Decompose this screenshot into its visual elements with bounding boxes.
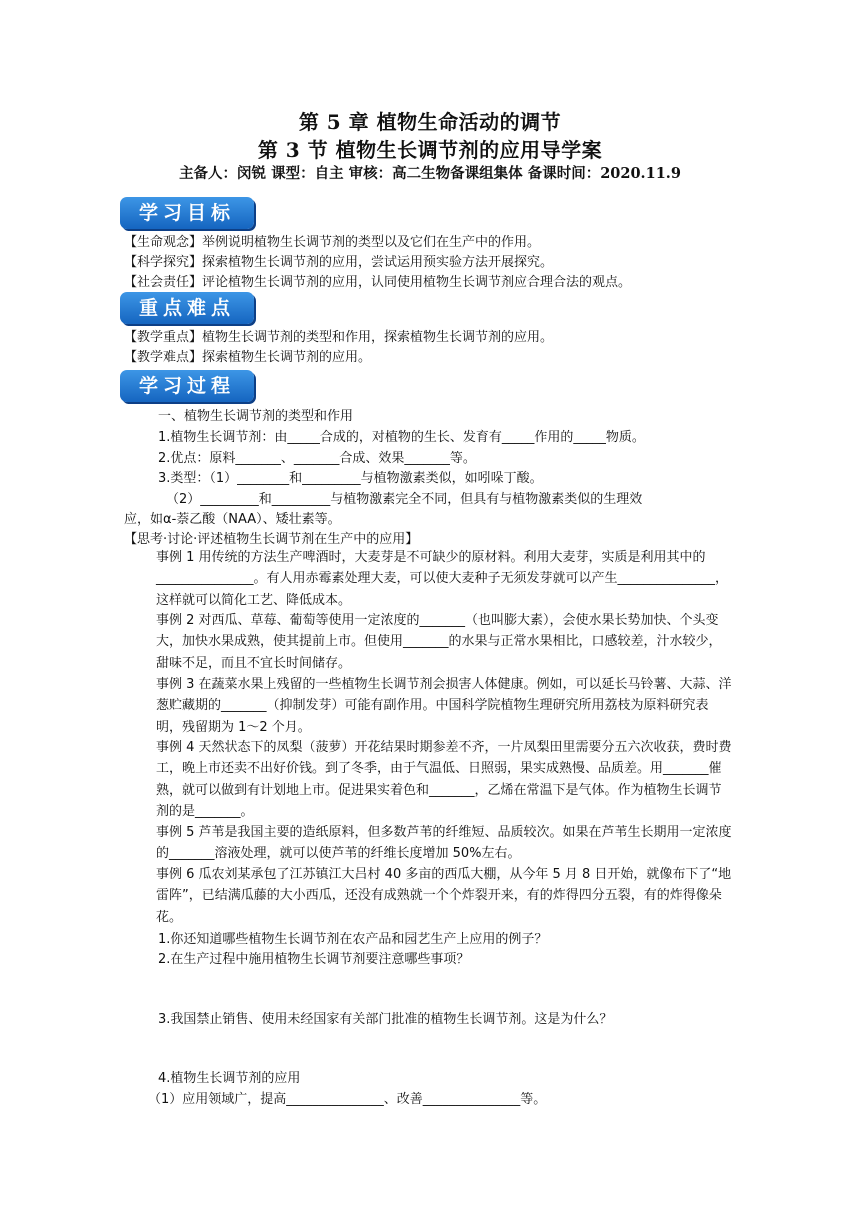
goal-social-responsibility: 【社会责任】评论植物生长调节剂的应用，认同使用植物生长调节剂应合理合法的观点。 — [124, 275, 632, 290]
preparation-info: 主备人：闵锐 课型：自主 审核：高二生物备课组集体 备课时间：2020.11.9 — [179, 165, 681, 182]
case-2: 事例 2 对西瓜、草莓、葡萄等使用一定浓度的_______（也叫膨大素），会使水果长势加快、个头变大，加快水果成熟，使其提前上市。但使用_______的水果与正常水果相比，口感较差，汁水较少，甜味不足，而且不宜长时间储存。 — [156, 613, 722, 671]
learning-process-badge: 学习过程 — [120, 370, 254, 402]
question-advantages: 2.优点：原料_______、_______合成、效果_______等。 — [158, 451, 476, 466]
think-discuss-heading: 【思考·讨论·评述植物生长调节剂在生产中的应用】 — [124, 532, 419, 547]
part1-heading: 一、植物生长调节剂的类型和作用 — [158, 409, 354, 424]
goal-life-concept: 【生命观念】举例说明植物生长调节剂的类型以及它们在生产中的作用。 — [124, 235, 541, 250]
question-4-application: 4.植物生长调节剂的应用 — [158, 1071, 301, 1086]
case-3: 事例 3 在蔬菜水果上残留的一些植物生长调节剂会损害人体健康。例如，可以延长马铃薯、大蒜、洋葱贮藏期的_______（抑制发芽）可能有副作用。中国科学院植物生理研究所用荔枝为原料研究表明，残留期为 1～2 个月。 — [156, 677, 732, 735]
key-difficult-points-badge: 重点难点 — [120, 292, 254, 324]
question-3-ban-reason: 3.我国禁止销售、使用未经国家有关部门批准的植物生长调节剂。这是为什么？ — [158, 1012, 613, 1027]
question-types-2-cont: 应，如α-萘乙酸（NAA）、矮壮素等。 — [124, 512, 341, 527]
question-4-application-1: （1）应用领域广，提高_______________、改善_______________等。 — [148, 1092, 547, 1107]
teaching-difficult-point: 【教学难点】探索植物生长调节剂的应用。 — [124, 350, 372, 365]
case-5: 事例 5 芦苇是我国主要的造纸原料，但多数芦苇的纤维短、品质较次。如果在芦苇生长期用一定浓度的_______溶液处理，就可以使芦苇的纤维长度增加 50%左右。 — [156, 825, 732, 862]
section-title: 第 3 节 植物生长调节剂的应用导学案 — [257, 138, 603, 162]
question-1-examples: 1.你还知道哪些植物生长调节剂在农产品和园艺生产上应用的例子？ — [158, 932, 548, 947]
case-4: 事例 4 天然状态下的凤梨（菠萝）开花结果时期参差不齐，一片凤梨田里需要分五六次收获，费时费工，晚上市还卖不出好价钱。到了冬季，由于气温低、日照弱，果实成熟慢、品质差。用_______催熟，就可以做到有计划地上市。促进果实着色和_______，乙烯在常温下是气体。作为植物生长调节剂的是_______。 — [156, 740, 732, 819]
chapter-title: 第 5 章 植物生命活动的调节 — [298, 110, 562, 134]
question-2-precautions: 2.在生产过程中施用植物生长调节剂要注意哪些事项？ — [158, 952, 470, 967]
goal-science-inquiry: 【科学探究】探索植物生长调节剂的应用，尝试运用预实验方法开展探究。 — [124, 255, 554, 270]
case-1: 事例 1 用传统的方法生产啤酒时，大麦芽是不可缺少的原材料。利用大麦芽，实质是利用其中的_______________。有人用赤霉素处理大麦，可以使大麦种子无须发芽就可以产生_______________，这样就可以简化工艺、降低成本。 — [156, 550, 729, 608]
learning-goals-badge: 学习目标 — [120, 197, 254, 229]
question-types: 3.类型：（1）________和_________与植物激素类似，如吲哚丁酸。 — [158, 471, 543, 486]
case-6: 事例 6 瓜农刘某承包了江苏镇江大吕村 40 多亩的西瓜大棚，从今年 5 月 8 日开始，就像布下了“地雷阵”，已结满瓜藤的大小西瓜，还没有成熟就一个个炸裂开来，有的炸得四分五裂，有的炸得像朵花。 — [156, 867, 732, 925]
teaching-key-point: 【教学重点】植物生长调节剂的类型和作用，探索植物生长调节剂的应用。 — [124, 330, 554, 345]
question-types-2: （2）_________和_________与植物激素完全不同，但具有与植物激素类似的生理效 — [166, 492, 643, 507]
question-definition: 1.植物生长调节剂：由_____合成的，对植物的生长、发育有_____作用的_____物质。 — [158, 430, 645, 445]
